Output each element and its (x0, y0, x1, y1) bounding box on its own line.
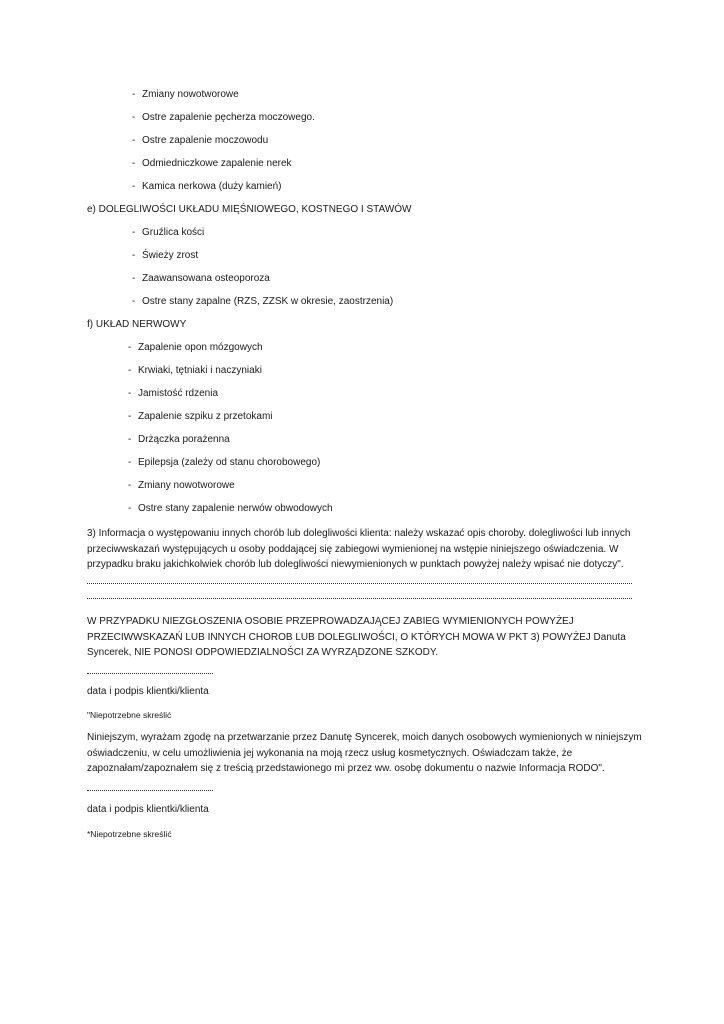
signature-line[interactable] (87, 790, 213, 791)
list-item: - Zapalenie szpiku z przetokami (128, 411, 273, 422)
list-item: - Zaawansowana osteoporoza (132, 273, 270, 284)
list-item: - Zmiany nowotworowe (128, 480, 235, 491)
footnote: *Niepotrzebne skreślić (87, 829, 172, 839)
fill-in-line[interactable] (87, 598, 632, 599)
info-paragraph: 3) Informacja o występowaniu innych chorób lub dolegliwości klienta: należy wskazać opis choroby. dolegliwości lub innych przeciwwskazań występujących u osoby poddającej się zabiegowi wymienionej na wstępie niniejszego oświadczenia. W przypadku braku jakichkolwiek chorób lub dolegliwości niewymienionych w punktach powyżej należy wpisać nie dotyczy". (87, 528, 631, 570)
section-f-heading: f) UKŁAD NERWOWY (87, 319, 187, 330)
list-item: - Epilepsja (zależy od stanu chorobowego) (128, 457, 321, 468)
list-item: - Ostre zapalenie moczowodu (132, 135, 269, 146)
list-item: - Ostre stany zapalenie nerwów obwodowych (128, 503, 333, 514)
fill-in-line[interactable] (87, 583, 632, 584)
consent-paragraph: Niniejszym, wyrażam zgodę na przetwarzanie przez Danutę Syncerek, moich danych osobowych wymienionych w niniejszym oświadczeniu, w celu umożliwienia jej wykonania na moją rzecz usług kosmetycznych. Oświadczam także, że zapoznałam/zapoznałem się z treścią przedstawionego mi przez ww. osobę dokumentu o nazwie Informacja RODO". (87, 732, 642, 774)
list-item: - Jamistość rdzenia (128, 388, 219, 399)
list-item: - Odmiedniczkowe zapalenie nerek (132, 158, 292, 169)
section-e-heading: e) DOLEGLIWOŚCI UKŁADU MIĘŚNIOWEGO, KOSTNEGO I STAWÓW (87, 204, 412, 215)
signature-label: data i podpis klientki/klienta (87, 686, 209, 697)
list-item: - Drżączka porażenna (128, 434, 230, 445)
warning-paragraph: W PRZYPADKU NIEZGŁOSZENIA OSOBIE PRZEPROWADZAJĄCEJ ZABIEG WYMIENIONYCH POWYŻEJ PRZECIWWSKAZAŃ LUB INNYCH CHOROB LUB DOLEGLIWOŚCI, O KTÓRYCH MOWA W PKT 3) POWYŻEJ Danuta Syncerek, NIE PONOSI ODPOWIEDZIALNOŚCI ZA WYRZĄDZONE SZKODY. (87, 616, 626, 658)
list-item: - Ostre stany zapalne (RZS, ZZSK w okresie, zaostrzenia) (132, 296, 394, 307)
signature-line[interactable] (87, 673, 213, 674)
list-item: - Kamica nerkowa (duży kamień) (132, 181, 282, 192)
list-item: - Zapalenie opon mózgowych (128, 342, 263, 353)
signature-label: data i podpis klientki/klienta (87, 804, 209, 815)
list-item: - Ostre zapalenie pęcherza moczowego. (132, 112, 315, 123)
list-item: - Krwiaki, tętniaki i naczyniaki (128, 365, 262, 376)
list-item: - Świeży zrost (132, 250, 199, 261)
list-item: - Zmiany nowotworowe (132, 89, 239, 100)
footnote: "Niepotrzebne skreślić (87, 710, 172, 720)
list-item: - Gruźlica kości (132, 227, 205, 238)
